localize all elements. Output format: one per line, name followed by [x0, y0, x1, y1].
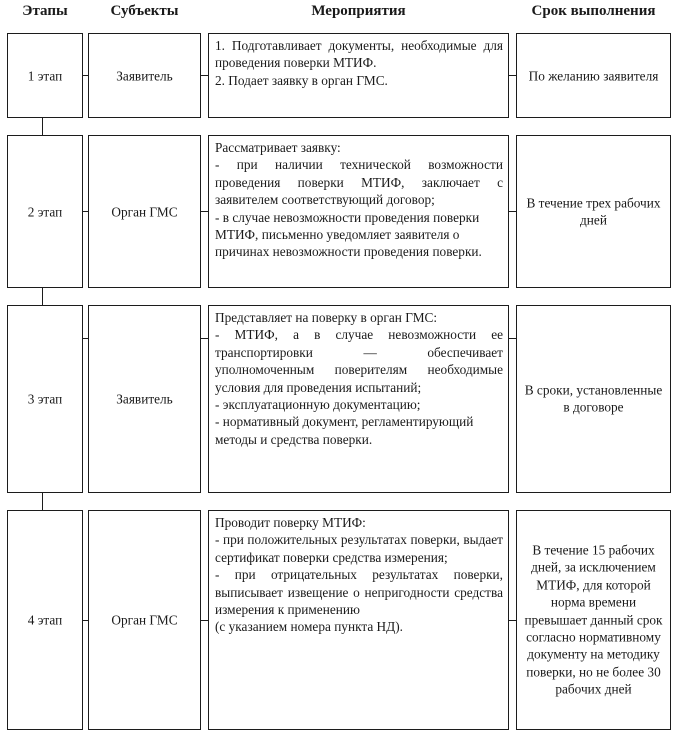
deadline-label: По желанию заявителя	[528, 67, 659, 83]
table-row	[7, 135, 83, 288]
flow-connector-row1-row2	[42, 118, 43, 135]
subject-cell	[88, 135, 201, 288]
activity-item: - нормативный документ, регламентирующий методы и средства поверки.	[215, 414, 474, 447]
activity-item: Проводит поверку МТИФ:	[215, 515, 366, 530]
activities-text	[209, 309, 508, 448]
connector-subject-activities	[201, 620, 209, 621]
connector-subject-activities	[201, 75, 209, 76]
activity-item: 1. Подготавливает документы, необходимые для проведения поверки МТИФ.	[215, 38, 503, 71]
column-header-deadline: Срок выполнения	[531, 3, 656, 19]
connector-subject-activities	[201, 338, 209, 339]
activities-text	[209, 514, 508, 636]
subject-cell	[88, 510, 201, 730]
connector-subject-activities	[201, 211, 209, 212]
connector-stage-subject	[83, 75, 89, 76]
activity-item: (с указанием номера пункта НД).	[215, 619, 403, 635]
table-row	[7, 33, 83, 118]
column-header-subjects: Субъекты	[110, 3, 179, 19]
subject-label: Заявитель	[116, 67, 173, 83]
deadline-label: В сроки, установленные в договоре	[524, 382, 663, 415]
activity-item: - при наличии технической возможности проведения поверки МТИФ, заключает с заявителем соответствующий договор;	[215, 157, 503, 208]
stage-label: 2 этап	[27, 203, 63, 219]
connector-activities-deadline	[509, 338, 517, 339]
deadline-cell	[516, 135, 671, 288]
flow-connector-row3-row4	[42, 493, 43, 510]
activity-item: - МТИФ, а в случае невозможности ее транспортировки — обеспечивает уполномоченным поверителям необходимые условия для проведения испытаний;	[215, 327, 503, 395]
table-row	[7, 510, 83, 730]
activity-item: Рассматривает заявку:	[215, 140, 341, 155]
connector-stage-subject	[83, 620, 89, 621]
activities-cell	[208, 33, 509, 118]
deadline-cell	[516, 510, 671, 730]
connector-activities-deadline	[509, 75, 517, 76]
connector-activities-deadline	[509, 620, 517, 621]
column-header-activities: Мероприятия	[311, 3, 406, 19]
connector-stage-subject	[83, 338, 89, 339]
activities-cell	[208, 305, 509, 493]
subject-cell	[88, 33, 201, 118]
activity-item: - эксплуатационную документацию;	[215, 397, 421, 413]
activity-item: Представляет на поверку в орган ГМС:	[215, 310, 438, 325]
subject-cell	[88, 305, 201, 493]
activities-text	[209, 37, 508, 89]
column-header-stages: Этапы	[22, 3, 68, 19]
flow-connector-row2-row3	[42, 288, 43, 305]
activity-item: - при отрицательных результатах поверки, выписывает извещение о непригодности средства измерения к применению	[215, 567, 503, 618]
deadline-label: В течение 15 рабочих дней, за исключением МТИФ, для которой норма времени превышает данный срок согласно нормативному документу на методику поверки, но не более 30 рабочих дней	[524, 542, 663, 697]
deadline-cell	[516, 305, 671, 493]
stage-label: 4 этап	[27, 612, 63, 628]
activity-item: - при положительных результатах поверки, выдает сертификат поверки средства измерения;	[215, 532, 503, 565]
stage-label: 3 этап	[27, 391, 63, 407]
subject-label: Заявитель	[116, 391, 173, 407]
subject-label: Орган ГМС	[111, 203, 178, 219]
deadline-cell	[516, 33, 671, 118]
stage-label: 1 этап	[27, 67, 63, 83]
table-row	[7, 305, 83, 493]
activities-cell	[208, 510, 509, 730]
deadline-label: В течение трех рабочих дней	[526, 195, 661, 228]
activities-cell	[208, 135, 509, 288]
connector-activities-deadline	[509, 211, 517, 212]
activity-item: - в случае невозможности проведения поверки МТИФ, письменно уведомляет заявителя о причинах невозможности проведения поверки.	[215, 209, 482, 260]
activity-item: 2. Подает заявку в орган ГМС.	[215, 72, 388, 88]
table-header-row	[0, 0, 677, 28]
activities-text	[209, 139, 508, 261]
connector-stage-subject	[83, 211, 89, 212]
subject-label: Орган ГМС	[111, 612, 178, 628]
